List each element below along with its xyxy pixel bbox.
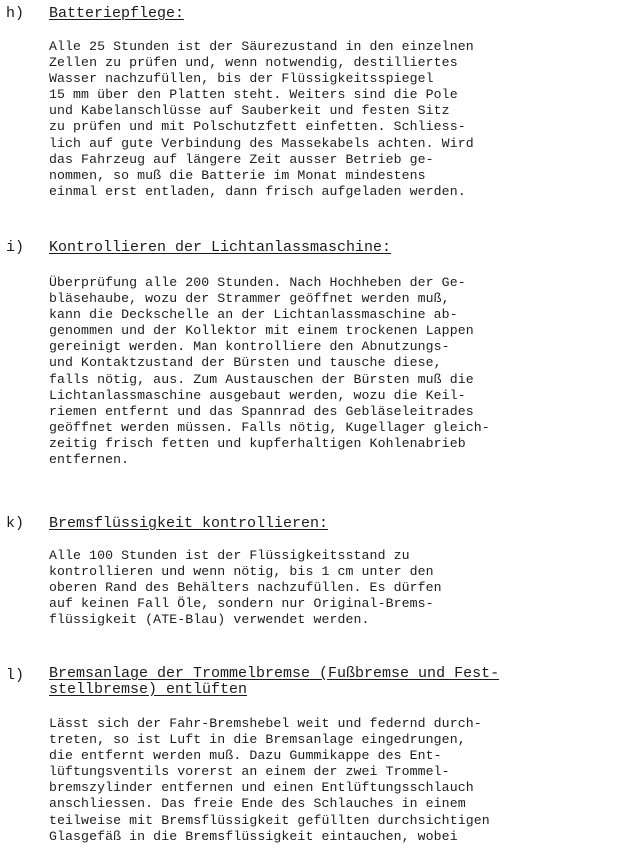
section-title-line: stellbremse) entlüften bbox=[49, 681, 248, 698]
text-line: 15 mm über den Platten steht. Weiters sind die Pole bbox=[49, 87, 458, 103]
text-line: Lichtanlassmaschine ausgebaut werden, wozu die Keil- bbox=[49, 387, 466, 403]
text-line: Alle 25 Stunden ist der Säurezustand in den einzelnen bbox=[49, 39, 474, 54]
text-line: und Kontaktzustand der Bürsten und tausche diese, bbox=[49, 355, 442, 371]
text-line: oberen Rand des Behälters nachzufüllen. Es dürfen bbox=[49, 580, 442, 596]
text-line: einmal erst entladen, dann frisch aufgeladen werden. bbox=[49, 183, 466, 199]
text-line: Zellen zu prüfen und, wenn notwendig, destilliertes bbox=[49, 55, 458, 71]
text-line: zeitig frisch fetten und kupferhaltigen Kohlenabrieb bbox=[49, 435, 466, 451]
text-line: geöffnet werden müssen. Falls nötig, Kugellager gleich- bbox=[49, 419, 490, 435]
text-line: auf keinen Fall Öle, sondern nur Original-Brems- bbox=[49, 596, 434, 612]
text-line: das Fahrzeug auf längere Zeit ausser Betrieb ge- bbox=[49, 151, 434, 167]
section-body bbox=[49, 39, 474, 200]
text-line: Glasgefäß in die Bremsflüssigkeit eintauchen, wobei bbox=[49, 828, 458, 844]
text-line: nommen, so muß die Batterie im Monat mindestens bbox=[49, 167, 426, 183]
section-title: Batteriepflege: bbox=[49, 5, 185, 22]
text-line: kontrollieren und wenn nötig, bis 1 cm unter den bbox=[49, 564, 434, 580]
text-line: treten, so ist Luft in die Bremsanlage eingedrungen, bbox=[49, 732, 466, 748]
text-line: genommen und der Kollektor mit einem trockenen Lappen bbox=[49, 323, 474, 339]
section-letter: i) bbox=[6, 239, 25, 256]
section-body bbox=[49, 275, 490, 468]
text-line: falls nötig, aus. Zum Austauschen der Bürsten muß die bbox=[49, 371, 474, 387]
section-body bbox=[49, 548, 442, 628]
section-title bbox=[49, 666, 499, 698]
section-title: Kontrollieren der Lichtanlassmaschine: bbox=[49, 239, 392, 256]
text-line: lich auf gute Verbindung des Massekabels achten. Wird bbox=[49, 135, 474, 151]
text-line: Wasser nachzufüllen, bis der Flüssigkeitsspiegel bbox=[49, 71, 434, 87]
text-line: teilweise mit Bremsflüssigkeit gefüllten durchsichtigen bbox=[49, 812, 490, 828]
text-line: lüftungsventils vorerst an einem der zwei Trommel- bbox=[49, 764, 450, 780]
text-line: kann die Deckschelle an der Lichtanlassmaschine ab- bbox=[49, 307, 458, 323]
text-line: bläsehaube, wozu der Strammer geöffnet werden muß, bbox=[49, 291, 450, 307]
text-line: riemen entfernt und das Spannrad des Gebläseleitrades bbox=[49, 403, 474, 419]
section-letter: k) bbox=[6, 515, 25, 532]
text-line: Überprüfung alle 200 Stunden. Nach Hochheben der Ge- bbox=[49, 275, 466, 290]
text-line: Alle 100 Stunden ist der Flüssigkeitsstand zu bbox=[49, 548, 410, 563]
text-line: entfernen. bbox=[49, 452, 130, 468]
text-line: zu prüfen und mit Polschutzfett einfetten. Schliess- bbox=[49, 119, 466, 135]
text-line: und Kabelanschlüsse auf Sauberkeit und festen Sitz bbox=[49, 103, 450, 119]
text-line: die entfernt werden muß. Dazu Gummikappe des Ent- bbox=[49, 748, 442, 764]
text-line: Lässt sich der Fahr-Bremshebel weit und federnd durch- bbox=[49, 716, 482, 731]
text-line: gereinigt werden. Man kontrolliere den Abnutzungs- bbox=[49, 339, 450, 355]
section-title-line: Bremsanlage der Trommelbremse (Fußbremse und Fest- bbox=[49, 665, 500, 682]
text-line: anschliessen. Das freie Ende des Schlauches in einem bbox=[49, 796, 466, 812]
section-title: Bremsflüssigkeit kontrollieren: bbox=[49, 515, 329, 532]
section-body bbox=[49, 716, 490, 845]
text-line: bremszylinder entfernen und einen Entlüftungsschlauch bbox=[49, 780, 474, 796]
text-line: flüssigkeit (ATE-Blau) verwendet werden. bbox=[49, 612, 370, 628]
section-letter: l) bbox=[6, 667, 25, 684]
section-letter: h) bbox=[6, 5, 25, 22]
